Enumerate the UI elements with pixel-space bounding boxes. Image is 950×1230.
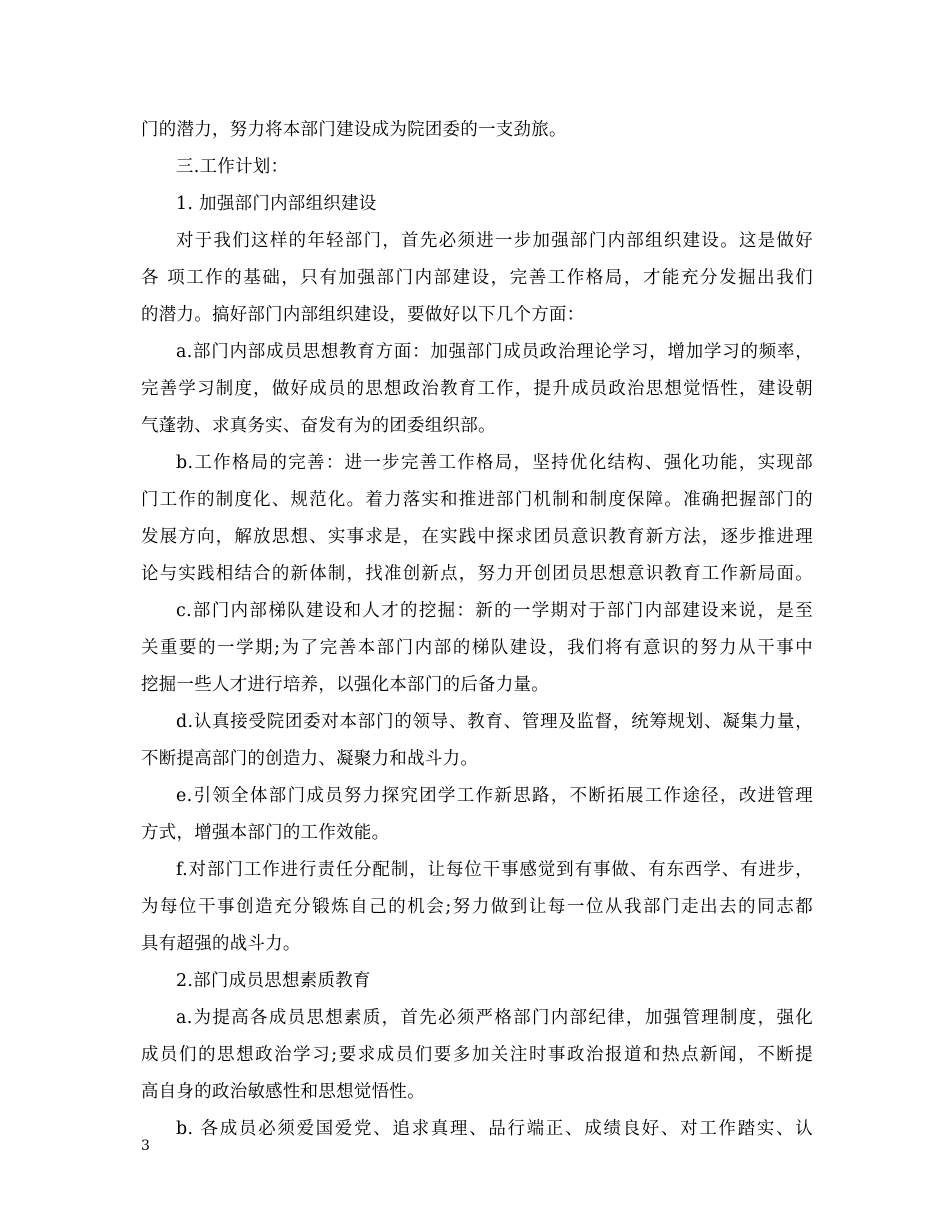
text-line-12: 发展方向，解放思想、实事求是，在实践中探求团员意识教育新方法，逐步推进理 xyxy=(141,527,813,547)
text-line-17: d.认真接受院团委对本部门的领导、教育、管理及监督，统筹规划、凝集力量， xyxy=(176,712,813,732)
text-line-1: 门的潜力，努力将本部门建设成为院团委的一支劲旅。 xyxy=(141,120,567,140)
text-line-9: 气蓬勃、求真务实、奋发有为的团委组织部。 xyxy=(141,416,496,436)
page-number: 3 xyxy=(141,1138,150,1154)
text-line-16: 挖掘一些人才进行培养，以强化本部门的后备力量。 xyxy=(141,675,550,695)
text-line-26: 成员们的思想政治学习;要求成员们要多加关注时事政治报道和热点新闻，不断提 xyxy=(141,1045,813,1065)
text-line-28: b. 各成员必须爱国爱党、追求真理、品行端正、成绩良好、对工作踏实、认 xyxy=(176,1119,813,1139)
text-line-10: b.工作格局的完善：进一步完善工作格局，坚持优化结构、强化功能，实现部 xyxy=(176,453,813,473)
text-line-20: 方式，增强本部门的工作效能。 xyxy=(141,823,390,843)
text-line-5: 各 项工作的基础，只有加强部门内部建设，完善工作格局，才能充分发掘出我们 xyxy=(141,268,813,288)
text-line-27: 高自身的政治敏感性和思想觉悟性。 xyxy=(141,1082,425,1102)
text-line-8: 完善学习制度，做好成员的思想政治教育工作，提升成员政治思想觉悟性，建设朝 xyxy=(141,379,813,399)
text-line-11: 门工作的制度化、规范化。着力落实和推进部门机制和制度保障。准确把握部门的 xyxy=(141,490,813,510)
text-line-23: 具有超强的战斗力。 xyxy=(141,934,301,954)
text-line-15: 关重要的一学期;为了完善本部门内部的梯队建设，我们将有意识的努力从干事中 xyxy=(141,638,813,658)
subsection-heading-2: 2.部门成员思想素质教育 xyxy=(176,971,371,991)
text-line-25: a.为提高各成员思想素质，首先必须严格部门内部纪律，加强管理制度，强化 xyxy=(176,1008,813,1028)
section-heading: 三.工作计划： xyxy=(176,157,289,177)
text-line-13: 论与实践相结合的新体制，找准创新点，努力开创团员思想意识教育工作新局面。 xyxy=(141,564,813,584)
subsection-heading: 1. 加强部门内部组织建设 xyxy=(176,194,377,214)
text-line-7: a.部门内部成员思想教育方面：加强部门成员政治理论学习，增加学习的频率， xyxy=(176,342,813,362)
text-line-18: 不断提高部门的创造力、凝聚力和战斗力。 xyxy=(141,749,479,769)
text-line-4: 对于我们这样的年轻部门，首先必须进一步加强部门内部组织建设。这是做好 xyxy=(176,231,813,251)
text-line-14: c.部门内部梯队建设和人才的挖掘：新的一学期对于部门内部建设来说，是至 xyxy=(176,601,813,621)
text-line-19: e.引领全体部门成员努力探究团学工作新思路，不断拓展工作途径，改进管理 xyxy=(176,786,813,806)
text-line-21: f.对部门工作进行责任分配制，让每位干事感觉到有事做、有东西学、有进步， xyxy=(176,860,813,880)
text-line-6: 的潜力。搞好部门内部组织建设，要做好以下几个方面： xyxy=(141,305,585,325)
text-line-22: 为每位干事创造充分锻炼自己的机会;努力做到让每一位从我部门走出去的同志都 xyxy=(141,897,813,917)
